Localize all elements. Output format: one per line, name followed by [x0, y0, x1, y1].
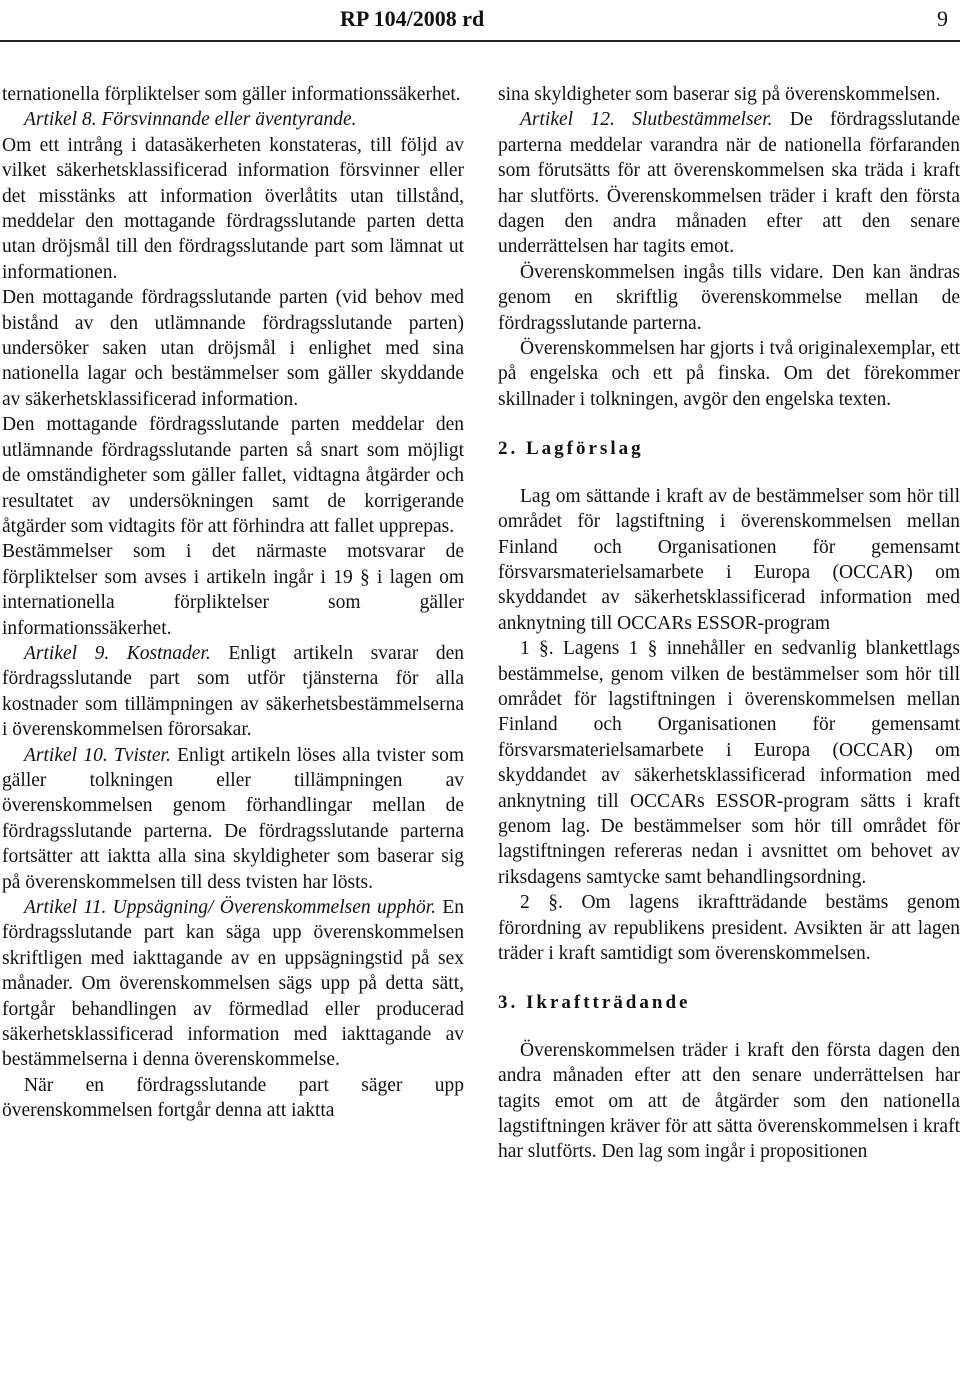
paragraph — [2, 895, 464, 1073]
left-column — [2, 82, 464, 1124]
paragraph: Överenskommelsen har gjorts i två originalexemplar, ett på engelska och ett på finska. Om det förekommer skillnader i tolkningen, avgör den engelska texten. — [498, 338, 960, 410]
article-heading: Artikel 10. Tvister. — [24, 744, 171, 766]
paragraph: 2 §. Om lagens ikraftträdande bestäms genom förordning av republikens president. Avsikten är att lagen träder i kraft samtidigt som överenskommelsen. — [498, 892, 960, 964]
paragraph — [498, 107, 960, 259]
page-number: 9 — [937, 6, 948, 31]
header-rule — [0, 40, 960, 42]
paragraph: Överenskommelsen ingås tills vidare. Den kan ändras genom en skriftlig överenskommelse mellan de fördragsslutande parterna. — [498, 261, 960, 334]
article-heading: Artikel 9. Kostnader. — [24, 642, 211, 664]
paragraph-text: Enligt artikeln löses alla tvister som gäller tolkningen eller tillämpningen av överenskommelsen genom förhandlingar mellan de fördragsslutande parterna. De fördragsslutande parterna fortsätter att iakttа alla sina skyldigheter som baserar sig på överenskommelsen till dess tvisten har lösts. — [2, 744, 465, 893]
paragraph — [2, 743, 464, 895]
section-heading: 2. Lagförslag — [498, 438, 644, 460]
article-heading: Artikel 8. Försvinnande eller äventyrande. — [24, 109, 357, 131]
paragraph: Lag om sättande i kraft av de bestämmelser som hör till området för lagstiftning i överenskommelsen mellan Finland och Organisationen för gemensamt försvarsmaterielsamarbete i Europa (OCCAR) om skyddandet av säkerhetsklassificerad information med anknytning till OCCARs ESSOR-program — [498, 485, 960, 634]
article-heading: Artikel 12. Slutbestämmelser. — [520, 109, 773, 131]
paragraph: ternationella förpliktelser som gäller informationssäkerhet. — [2, 84, 461, 105]
paragraph-text: De fördragsslutande parterna meddelar varandra när de nationella förfaranden som förutsätts för att överenskommelsen ska träda i kraft har slutförts. Överenskommelsen träder i kraft den första dagen den andra månaden efter att den senare underrättelsen har tagits emot. — [498, 109, 960, 258]
paragraph-text: Enligt artikeln svarar den fördragsslutande part som utför tjänsterna för alla kostnader som tillämpningen av säkerhetsbestämmelserna i överenskommelsen förorsakar. — [2, 642, 464, 741]
paragraph: När en fördragsslutande part säger upp överenskommelsen fortgår denna att iaktta — [2, 1074, 464, 1122]
paragraph: Om ett intrång i datasäkerheten konstateras, till följd av vilket säkerhetsklassificerad information försvinner eller det misstänks att information överlåtits utan tillstånd, meddelar den mottagande fördragsslutande parten detta utan dröjsmål till den fördragsslutande part som lämnat ut informationen. — [2, 134, 464, 283]
article-heading: Artikel 11. Uppsägning/ Överenskommelsen upphör. — [24, 897, 436, 918]
paragraph: Bestämmelser som i det närmaste motsvarar de förpliktelser som avses i artikeln ingår i 19 § i lagen om internationella förpliktelser som gäller informationssäkerhet. — [2, 541, 464, 639]
paragraph: Överenskommelsen träder i kraft den första dagen den andra månaden efter att den senare underrättelsen har tagits emot om att de åtgärder som den nationella lagstiftningen kräver för att sätta överenskommelsen i kraft har slutförts. Den lag som ingår i propositionen — [498, 1039, 960, 1163]
right-column — [498, 82, 960, 1165]
section-heading: 3. Ikraftträdande — [498, 992, 691, 1014]
paragraph-text: En fördragsslutande part kan säga upp överenskommelsen skriftligen med iakttagande av en uppsägningstid på sex månader. Om överenskommelsen sägs upp på detta sätt, fortgår behandlingen av förmedlad eller producerad säkerhetsklassificerad information med iakttagande av bestämmelserna i denna överenskommelse. — [2, 897, 464, 1071]
paragraph: sina skyldigheter som baserar sig på överenskommelsen. — [498, 84, 941, 105]
paragraph: Den mottagande fördragsslutande parten meddelar den utlämnande fördragsslutande parten så snart som möjligt de omständigheter som gäller fallet, vidtagna åtgärder och resultatet av undersökningen samt de korrigerande åtgärder som vidtagits för att förhindra att fallet upprepas. — [2, 414, 464, 537]
paragraph — [2, 641, 464, 743]
document-title: RP 104/2008 rd — [340, 6, 485, 31]
paragraph: Den mottagande fördragsslutande parten (vid behov med bistånd av den utlämnande fördragsslutande parten) undersöker saken utan dröjsmål i enlighet med sina nationella lagar och bestämmelser som gäller skyddande av säkerhetsklassificerad information. — [2, 287, 464, 410]
paragraph: 1 §. Lagens 1 § innehåller en sedvanlig blankettlags bestämmelse, genom vilken de bestämmelser som hör till området för lagstiftningen i överenskommelsen mellan Finland och Organisationen för gemensamt försvarsmaterielsamarbete i Europa (OCCAR) om skyddandet av säkerhetsklassificerad information med anknytning till OCCARs ESSOR-program sätts i kraft genom lag. De bestämmelser som hör till området för lagstiftningen refereras nedan i avsnittet om behovet av riksdagens samtycke samt behandlingsordning. — [498, 638, 960, 888]
